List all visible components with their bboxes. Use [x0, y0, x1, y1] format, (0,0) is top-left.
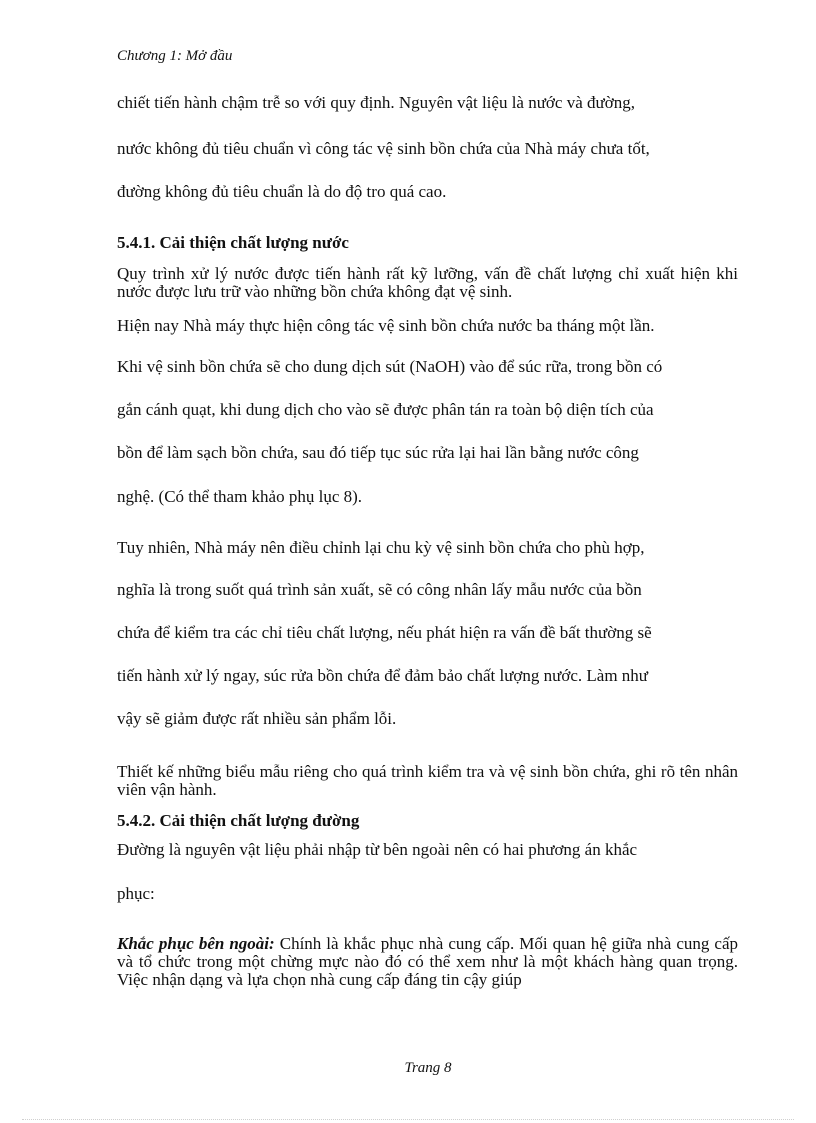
text-line: chiết tiến hành chậm trễ so với quy định. Nguyên vật liệu là nước và đường, [117, 93, 635, 112]
text-line: gắn cánh quạt, khi dung dịch cho vào sẽ được phân tán ra toàn bộ diện tích của [117, 400, 654, 419]
section-heading-5-4-1: 5.4.1. Cải thiện chất lượng nước [117, 233, 349, 252]
page-number: Trang 8 [404, 1060, 452, 1076]
paragraph: Thiết kế những biểu mẫu riêng cho quá trình kiểm tra và vệ sinh bồn chứa, ghi rõ tên nhân viên vận hành. [117, 762, 738, 799]
paragraph-label: Khắc phục bên ngoài: [117, 934, 275, 953]
text-line: đường không đủ tiêu chuẩn là do độ tro quá cao. [117, 182, 447, 201]
text-line: nước không đủ tiêu chuẩn vì công tác vệ sinh bồn chứa của Nhà máy chưa tốt, [117, 139, 650, 158]
text-line: Đường là nguyên vật liệu phải nhập từ bên ngoài nên có hai phương án khắc [117, 840, 638, 859]
paragraph: Quy trình xử lý nước được tiến hành rất kỹ lưỡng, vấn đề chất lượng chỉ xuất hiện khi nước được lưu trữ vào những bồn chứa không đạt vệ sinh. [117, 264, 738, 301]
text-line: phục: [117, 884, 155, 903]
text-line: tiến hành xử lý ngay, súc rửa bồn chứa để đảm bảo chất lượng nước. Làm như [117, 666, 649, 685]
text-line: nghệ. (Có thể tham khảo phụ lục 8). [117, 487, 363, 506]
page-header: Chương 1: Mở đầu [117, 48, 233, 64]
text-line: Khi vệ sinh bồn chứa sẽ cho dung dịch sút (NaOH) vào để súc rữa, trong bồn có [117, 357, 663, 376]
text-line: bồn để làm sạch bồn chứa, sau đó tiếp tục súc rửa lại hai lần bằng nước công [117, 443, 639, 462]
text-line: chứa để kiểm tra các chỉ tiêu chất lượng, nếu phát hiện ra vấn đề bất thường sẽ [117, 623, 652, 642]
paragraph-text: Chính là khắc phục nhà cung cấp. Mối quan hệ giữa nhà cung cấp và tổ chức trong một chừng mực nào đó có thể xem như là một khách hàng quan trọng. Việc nhận dạng và lựa chọn nhà cung cấp đáng tin cậy giúp [117, 934, 738, 989]
paragraph [117, 935, 738, 989]
section-heading-5-4-2: 5.4.2. Cải thiện chất lượng đường [117, 811, 360, 830]
text-line: Tuy nhiên, Nhà máy nên điều chỉnh lại chu kỳ vệ sinh bồn chứa cho phù hợp, [117, 538, 645, 557]
text-line: vậy sẽ giảm được rất nhiều sản phẩm lỗi. [117, 709, 397, 728]
text-line: nghĩa là trong suốt quá trình sản xuất, sẽ có công nhân lấy mẫu nước của bồn [117, 580, 642, 599]
text-line: Hiện nay Nhà máy thực hiện công tác vệ sinh bồn chứa nước ba tháng một lần. [117, 316, 655, 335]
page-bottom-divider [22, 1119, 794, 1120]
